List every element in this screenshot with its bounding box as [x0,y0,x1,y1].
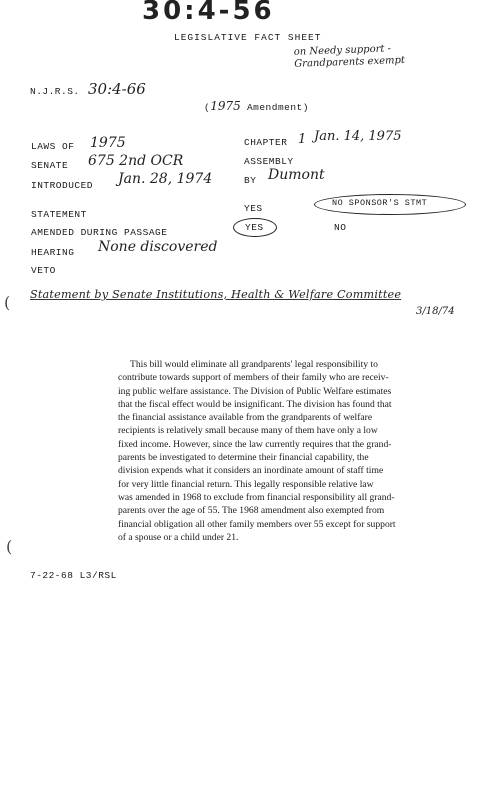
title-handwritten-note: on Needy support - Grandparents exempt [293,43,406,70]
no-statement-note: NO SPONSOR'S STMT [332,198,428,208]
hearing-label: HEARING [31,247,75,258]
amendment-year: 1975 [210,99,241,113]
body-line: recipients is relatively small because many of them have only a low [118,425,378,437]
body-line: This bill would eliminate all grandparents' legal responsibility to [130,359,378,370]
statement-by: Statement by Senate Institutions, Health & Welfare Committee [30,288,402,301]
body-line: division expends what it considers an inordinate amount of staff time [118,465,384,477]
by-label: BY [244,175,257,186]
amendment-label: Amendment) [246,102,309,113]
senate-value: 675 2nd OCR [88,153,184,169]
doc-title: LEGISLATIVE FACT SHEET [174,32,322,43]
senate-label: SENATE [31,160,69,171]
body-line: fixed income. However, since the law currently requires that the grand- [118,438,392,450]
body-line: ing public welfare assistance. The Division of Public Welfare estimates [118,385,392,397]
amendment-line: (1975 Amendment) [204,99,309,113]
veto-label: VETO [31,265,56,276]
body-line: that the fiscal effect would be insignificant. The division has found that [118,398,392,410]
statement-yes: YES [244,203,263,214]
amended-label: AMENDED DURING PASSAGE [31,227,168,238]
introduced-label: INTRODUCED [31,180,94,191]
body-line: was amended in 1968 to exclude from financial responsibility all grand- [118,491,395,503]
amended-yes: YES [245,222,264,233]
footer-code: 7-22-68 L3/RSL [30,570,117,581]
doc-number: 30:4-56 [142,0,275,26]
laws-of-value: 1975 [90,135,126,151]
body-line: for very little financial return. This legally responsible relative law [118,478,374,490]
statement-date: 3/18/74 [416,306,455,317]
body-line: of a spouse or a child under 21. [118,531,239,543]
njrs-value: 30:4-66 [88,80,146,98]
margin-bracket-top: ( [4,293,11,312]
body-line: parents over the age of 55. The 1968 amendment also exempted from [118,505,385,517]
njrs-label: N.J.R.S. [30,86,80,97]
statement-label: STATEMENT [31,209,87,220]
chapter-value: 1 [298,132,307,147]
body-line: the financial assistance available from the grandparents of welfare [118,412,373,424]
laws-of-label: LAWS OF [31,141,75,152]
introduced-value: Jan. 28, 1974 [118,171,213,187]
amended-no: NO [334,222,347,233]
statement-body [118,358,438,544]
chapter-date: Jan. 14, 1975 [314,129,402,144]
body-line: parents be investigated to determine their financial capability, the [118,452,369,464]
body-line: contribute towards support of members of their family who are receiv- [118,372,389,384]
chapter-label: CHAPTER [244,137,288,148]
hearing-value: None discovered [98,239,218,255]
assembly-label: ASSEMBLY [244,156,294,167]
margin-bracket-bottom: ( [6,537,13,556]
body-line: financial obligation all other family members over 55 except for support [118,518,396,530]
by-value: Dumont [268,167,325,183]
